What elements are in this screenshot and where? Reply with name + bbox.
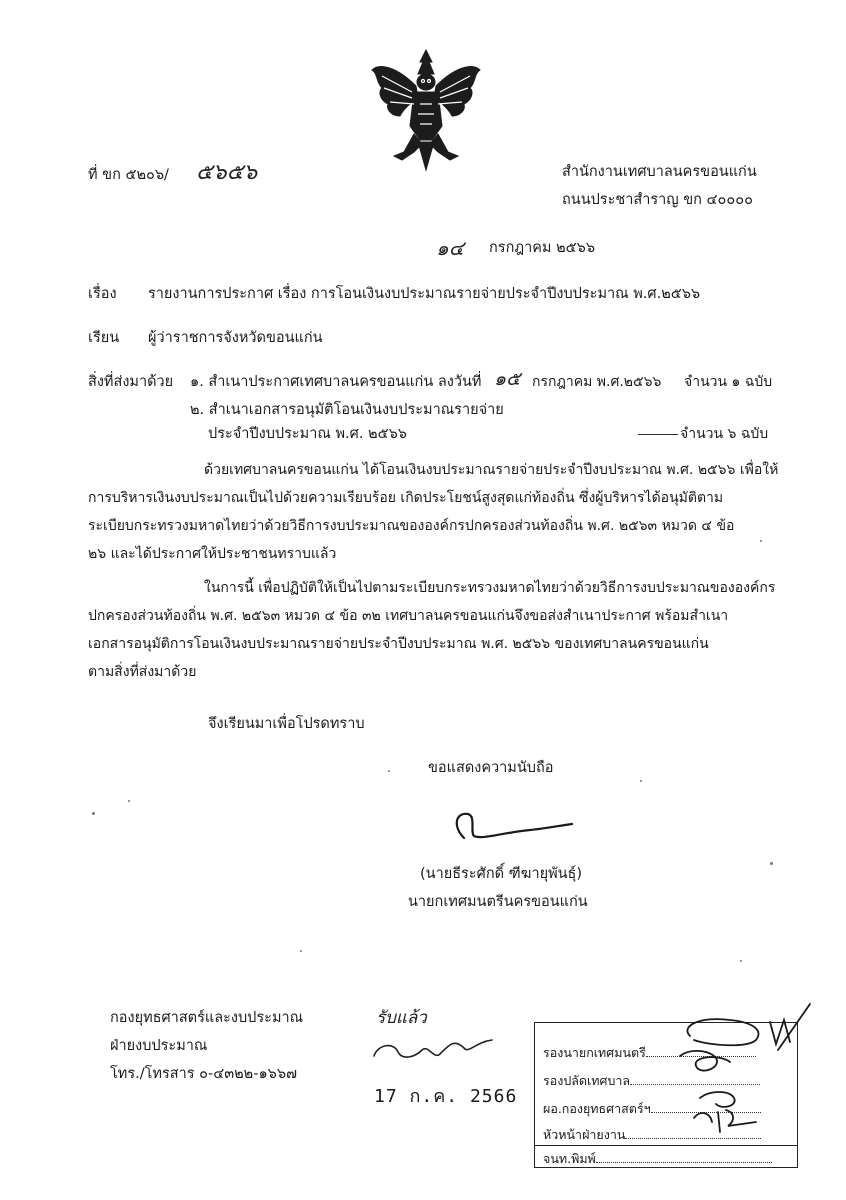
enclosure-item-1-day-handwritten: ๑๕	[494, 368, 521, 390]
paragraph-2-line-3: เอกสารอนุมัติการโอนเงินงบประมาณรายจ่ายประจำปีงบประมาณ พ.ศ. ๒๕๖๖ ของเทศบาลนครขอนแก่น	[88, 636, 709, 652]
scan-speck	[128, 800, 130, 802]
paragraph-1-line-4: ๒๖ และได้ประกาศให้ประชาชนทราบแล้ว	[88, 546, 337, 562]
footer-phone: โทร./โทรสาร ๐-๔๓๒๒-๑๖๖๗	[110, 1066, 297, 1082]
signature-scribble	[446, 806, 576, 846]
routing-row	[543, 1149, 772, 1169]
date-month-year: กรกฎาคม ๒๕๖๖	[489, 240, 596, 256]
routing-row-label: รองปลัดเทศบาล	[543, 1073, 631, 1088]
received-initials-scribble	[368, 1030, 498, 1072]
closing-line: จึงเรียนมาเพื่อโปรดทราบ	[208, 716, 365, 732]
enclosures-label: สิ่งที่ส่งมาด้วย	[88, 374, 174, 390]
paragraph-1-line-2: การบริหารเงินงบประมาณเป็นไปด้วยความเรียบร้อย เกิดประโยชน์สูงสุดแก่ท้องถิ่น ซึ่งผู้บริหารได้อนุมัติตาม	[88, 490, 724, 506]
garuda-emblem	[368, 48, 484, 172]
signatory-name: (นายธีระศักดิ์ ฑีฆายุพันธุ์)	[420, 866, 583, 882]
routing-row-label: หัวหน้าฝ่ายงาน	[543, 1127, 626, 1142]
routing-initials-scribbles	[660, 1000, 820, 1150]
routing-row-label: จนท.พิมพ์	[543, 1151, 596, 1166]
scan-speck	[640, 780, 642, 782]
received-note-handwritten: รับแล้ว	[376, 1008, 427, 1028]
enclosure-item-2-continued: ประจำปีงบประมาณ พ.ศ. ๒๕๖๖	[208, 426, 407, 442]
subject-text: รายงานการประกาศ เรื่อง การโอนเงินงบประมาณรายจ่ายประจำปีงบประมาณ พ.ศ.๒๕๖๖	[148, 286, 701, 302]
scan-speck	[388, 770, 390, 772]
scan-speck	[92, 812, 95, 815]
scan-speck	[760, 540, 762, 542]
paragraph-2-line-2: ปกครองส่วนท้องถิ่น พ.ศ. ๒๕๖๓ หมวด ๔ ข้อ ๓๒ เทศบาลนครขอนแก่นจึงขอส่งสำเนาประกาศ พร้อมสำเนา	[88, 608, 729, 624]
reference-number-handwritten: ๕๖๕๖	[196, 160, 258, 185]
scan-speck	[740, 960, 742, 962]
enclosure-item-1-date: กรกฎาคม พ.ศ.๒๕๖๖	[532, 374, 662, 390]
routing-row-label: ผอ.กองยุทธศาสตร์ฯ	[543, 1101, 651, 1116]
enclosure-item-1: ๑. สำเนาประกาศเทศบาลนครขอนแก่น ลงวันที่	[190, 374, 482, 390]
enclosure-item-2-count: จำนวน ๖ ฉบับ	[680, 426, 769, 442]
reference-prefix: ที่ ขก ๕๒๐๖/	[88, 167, 169, 183]
paragraph-2-line-1: ในการนี้ เพื่อปฏิบัติให้เป็นไปตามระเบียบกระทรวงมหาดไทยว่าด้วยวิธีการงบประมาณขององค์กร	[204, 580, 776, 596]
received-date-stamp: 17 ก.ค. 2566	[374, 1086, 518, 1107]
recipient-label: เรียน	[88, 330, 120, 346]
recipient-text: ผู้ว่าราชการจังหวัดขอนแก่น	[148, 330, 323, 346]
signatory-position: นายกเทศมนตรีนครขอนแก่น	[408, 894, 588, 910]
paragraph-1-line-1: ด้วยเทศบาลนครขอนแก่น ได้โอนเงินงบประมาณรายจ่ายประจำปีงบประมาณ พ.ศ. ๒๕๖๖ เพื่อให้	[204, 462, 779, 478]
enclosure-item-2-dash	[638, 434, 678, 435]
enclosure-item-1-count: จำนวน ๑ ฉบับ	[684, 374, 773, 390]
subject-label: เรื่อง	[88, 286, 117, 302]
enclosure-item-2: ๒. สำเนาเอกสารอนุมัติโอนเงินงบประมาณรายจ่าย	[190, 402, 504, 418]
paragraph-2-line-4: ตามสิ่งที่ส่งมาด้วย	[88, 664, 197, 680]
paragraph-1-line-3: ระเบียบกระทรวงมหาดไทยว่าด้วยวิธีการงบประมาณขององค์กรปกครองส่วนท้องถิ่น พ.ศ. ๒๕๖๓ หมวด ๔ ข้อ	[88, 518, 735, 534]
office-address: ถนนประชาสำราญ ขก ๔๐๐๐๐	[562, 192, 753, 208]
routing-row-label: รองนายกเทศมนตรี	[543, 1045, 646, 1060]
regards-line: ขอแสดงความนับถือ	[428, 760, 554, 776]
footer-department: กองยุทธศาสตร์และงบประมาณ	[110, 1010, 304, 1026]
footer-division: ฝ่ายงบประมาณ	[110, 1038, 208, 1054]
scan-speck	[300, 950, 302, 952]
office-name: สำนักงานเทศบาลนครขอนแก่น	[562, 164, 757, 180]
date-day-handwritten: ๑๔	[436, 236, 464, 260]
scan-speck	[770, 862, 773, 865]
